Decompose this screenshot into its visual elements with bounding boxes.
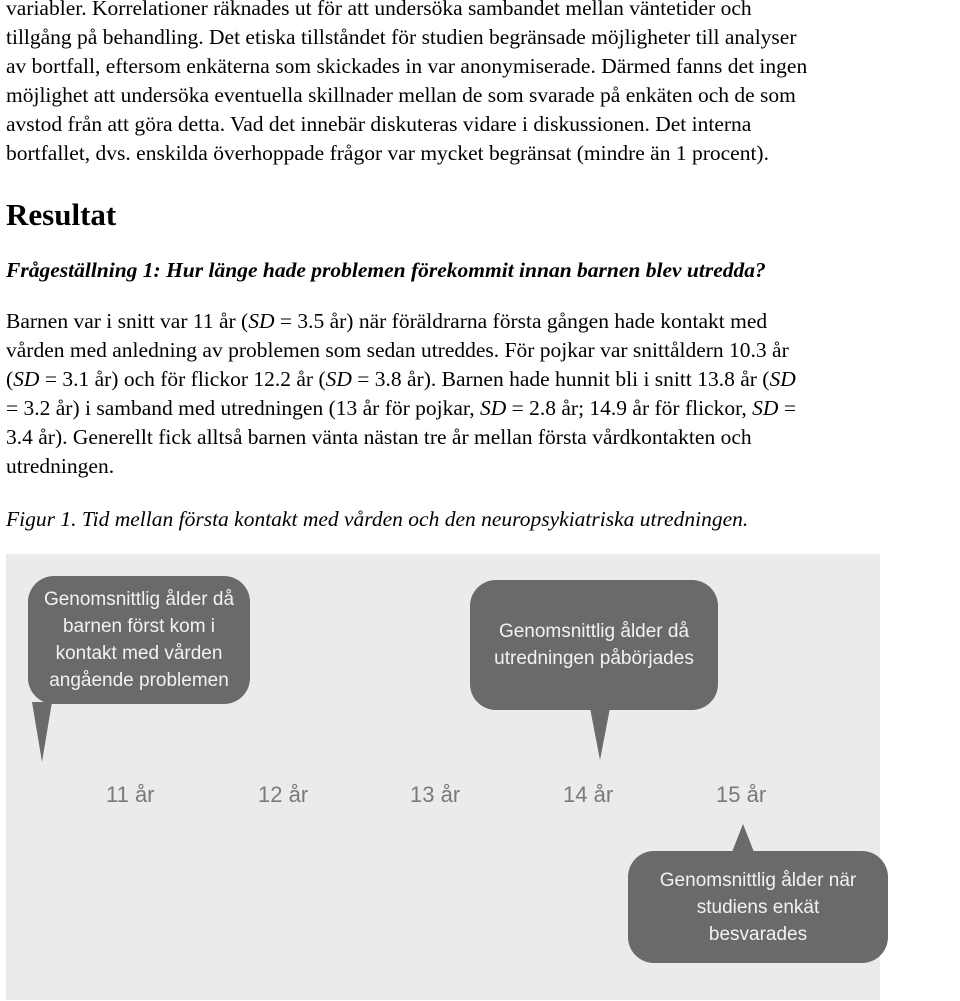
sd-symbol: SD [13,367,40,391]
timeline-tick-12: 12 år [258,782,309,807]
bubble-line: kontakt med vården [55,643,223,664]
first-contact-pointer [32,702,52,762]
text-line: utredningen. [6,454,115,478]
bubble-line: Genomsnittlig ålder då [498,621,690,642]
text-run: = 3.5 år) när föräldrarna första gången hade kontakt med [274,309,768,333]
text-run: = 3.2 år) i samband med utredningen (13 år för pojkar, [6,396,480,420]
results-paragraph [6,307,960,481]
text-line: 3.4 år). Generellt fick alltså barnen vänta nästan tre år mellan första vårdkontakten och [6,425,752,449]
text-line [6,365,960,394]
text-run: = 3.8 år). Barnen hade hunnit bli i snitt 13.8 år ( [351,367,770,391]
bubble-line: Genomsnittlig ålder då [43,589,235,610]
survey-pointer [732,824,754,852]
timeline-tick-13: 13 år [410,782,461,807]
section-heading: Resultat [6,197,117,232]
text-line: möjlighet att undersöka eventuella skillnader mellan de som svarade på enkäten och de som [6,83,796,107]
sd-symbol: SD [248,309,275,333]
text-line: vården med anledning av problemen som sedan utreddes. För pojkar var snittåldern 10.3 år [6,338,789,362]
bubble-line: Genomsnittlig ålder när [659,869,857,891]
text-line: bortfallet, dvs. enskilda överhoppade frågor var mycket begränsat (mindre än 1 procent). [6,141,769,165]
first-contact-bubble [28,576,250,704]
sd-symbol: SD [752,396,779,420]
text-line: tillgång på behandling. Det etiska tillståndet för studien begränsade möjligheter till analyser [6,25,797,49]
bubble-line: angående problemen [49,670,229,691]
figure-caption: Figur 1. Tid mellan första kontakt med vården och den neuropsykiatriska utredningen. [6,507,749,531]
intro-paragraph [6,0,960,168]
text-line [6,394,960,423]
sd-symbol: SD [769,367,796,391]
research-question: Frågeställning 1: Hur länge hade problemen förekommit innan barnen blev utredda? [6,258,766,282]
bubble-line: besvarades [708,923,808,945]
timeline-tick-14: 14 år [563,782,614,807]
text-line: av bortfall, eftersom enkäterna som skickades in var anonymiserade. Därmed fanns det ingen [6,54,808,78]
bubble-text [28,586,250,694]
text-line: avstod från att göra detta. Vad det innebär diskuteras vidare i diskussionen. Det interna [6,112,752,136]
text-run: ( [6,367,14,391]
timeline-tick-15: 15 år [716,782,767,807]
text-line: variabler. Korrelationer räknades ut för att undersöka sambandet mellan väntetider och [6,0,752,20]
bubble-line: barnen först kom i [62,616,216,637]
bubble-line: utredningen påbörjades [494,648,694,669]
text-run: Barnen var i snitt var 11 år ( [6,309,249,333]
assessment-start-pointer [590,708,610,760]
sd-symbol: SD [325,367,352,391]
timeline-figure [6,554,880,1000]
text-run: = 2.8 år; 14.9 år för flickor, [506,396,753,420]
sd-symbol: SD [479,396,507,420]
survey-answered-bubble [628,851,888,963]
text-run: = 3.1 år) och för flickor 12.2 år ( [39,367,326,391]
text-line [6,307,960,336]
assessment-start-bubble [470,580,718,710]
text-run: = [778,396,796,420]
timeline-tick-11: 11 år [106,782,155,807]
bubble-text [628,867,888,948]
bubble-line: studiens enkät [696,896,820,918]
bubble-text [470,618,718,672]
